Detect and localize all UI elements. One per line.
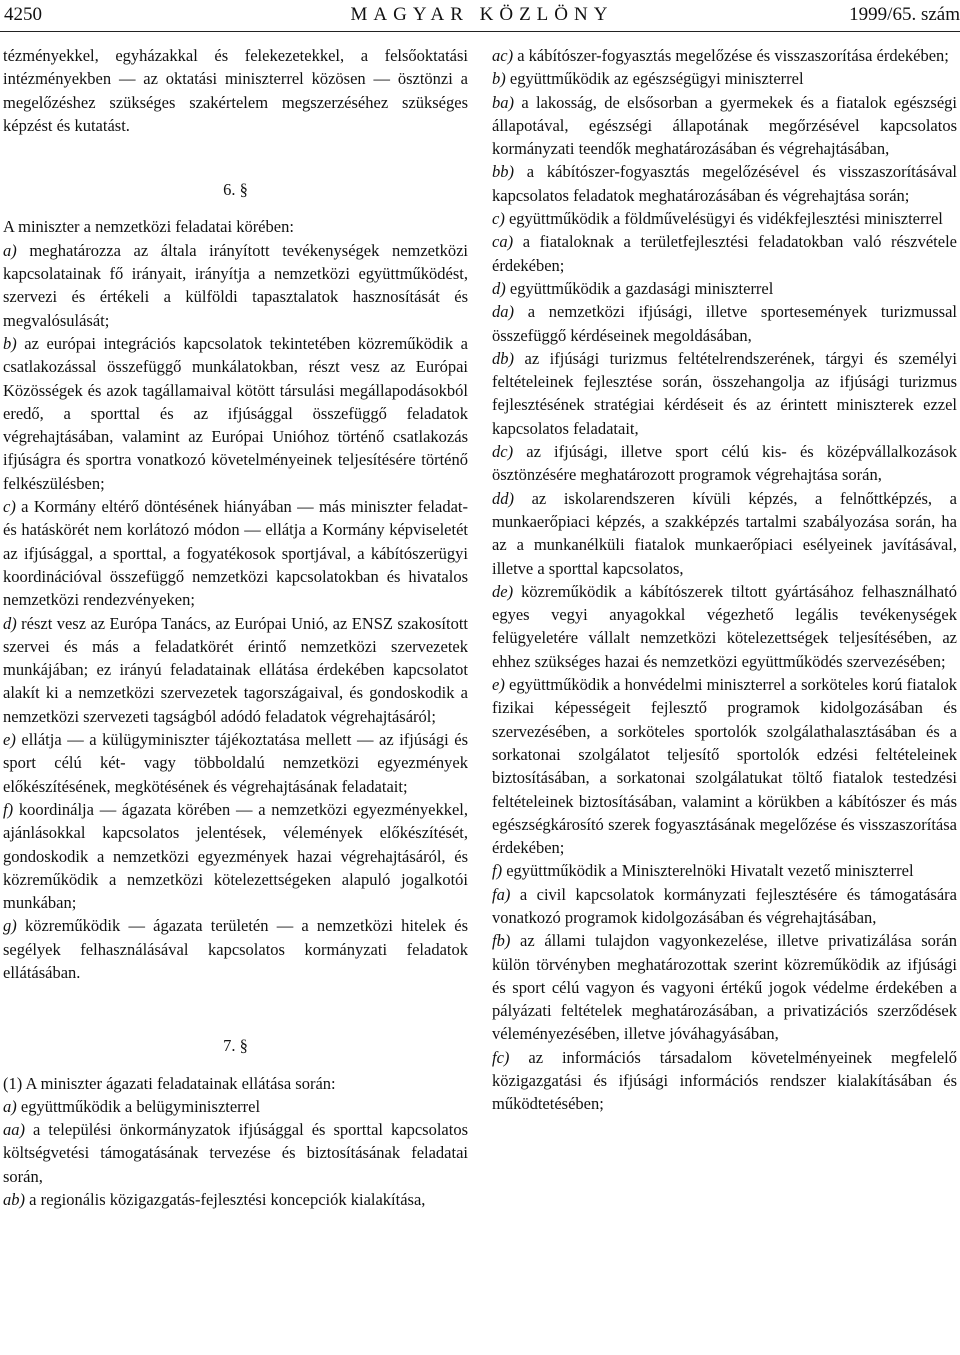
list-item <box>492 1046 957 1116</box>
journal-title: MAGYAR KÖZLÖNY <box>350 4 614 25</box>
item-label: d) <box>492 278 506 298</box>
item-text: együttműködik a honvédelmi miniszterrel a sorköteles korú fiatalok fizikai képességeit fejlesztő programok kidolgozásában és szervezésében, a sorköteles sportolók szolgálathalasztásában és a sorkatonai szolgálatot teljesítő sportolók edzési feltételeinek biztosításában, a sorkatonai szolgálatukat töltő fiatalok testedzési feltételeinek biztosításában, valamint a körükben a kábítószer és más egészségkárosító szerek fogyasztásának megelőzése és visszaszorítása érdekében; <box>492 675 957 858</box>
list-item <box>492 487 957 580</box>
list-item <box>492 44 957 67</box>
item-label: de) <box>492 581 514 601</box>
item-label: a) <box>3 240 17 260</box>
list-item <box>3 1095 468 1118</box>
list-item <box>492 207 957 230</box>
item-label: aa) <box>3 1120 25 1140</box>
item-text: együttműködik a Miniszterelnöki Hivatalt vezető miniszterrel <box>502 861 914 881</box>
item-text: az iskolarendszeren kívüli képzés, a felnőttképzés, a munkaerőpiaci képzés, a szakképzés tartalmi szabályozása során, ha az a munkanélküli fiatalok munkaerőpiaci esélyeinek javításával, illetve a sporttal kapcsolatos, <box>492 488 957 578</box>
list-item <box>492 300 957 347</box>
item-text: a települési önkormányzatok ifjúsággal és sporttal kapcsolatos költségvetési támogatásának tervezése és biztosításának feladatai során, <box>3 1120 468 1186</box>
issue-number: 1999/65. szám <box>849 4 960 25</box>
list-item <box>3 914 468 984</box>
header-rule <box>0 31 960 32</box>
list-item <box>492 673 957 859</box>
item-text: meghatározza az általa irányított tevékenységek nemzetközi kapcsolatainak fő irányait, irányítja a nemzetközi együttműködést, szervezi és értékeli a külföldi tapasztalatok hasznosítását és megvalósulását; <box>3 240 468 330</box>
item-label: g) <box>3 916 17 936</box>
list-item <box>492 91 957 161</box>
right-column <box>492 44 957 1116</box>
item-text: a kábítószer-fogyasztás megelőzésével és visszaszorításával kapcsolatos feladatok meghatározásában és végrehajtása során; <box>492 162 957 205</box>
page-number: 4250 <box>4 4 42 25</box>
list-item <box>492 929 957 1045</box>
item-label: a) <box>3 1096 17 1116</box>
item-text: a Kormány eltérő döntésének hiányában — más miniszter feladat- és hatáskörét nem korlátozó módon — ellátja a Kormány képviseletét az ifjúsággal, a sporttal, a fogyatékosok sportjával, a kábítószerügyi koordinációval összefüggő nemzetközi kapcsolatokban és hivatalos nemzetközi rendezvényeken; <box>3 497 468 610</box>
item-text: részt vesz az Európa Tanács, az Európai Unió, az ENSZ szakosított szervei és más a feladatkörét érintő nemzetközi szervezetek munkájában; ez irányú feladatainak ellátása érdekében kapcsolatot alakít ki a nemzetközi szervezetek tagországaival, és gondoskodik a nemzetközi szervezeti tagságból adódó feladatok végrehajtásáról; <box>3 613 468 726</box>
item-text: a fiataloknak a területfejlesztési feladatokban való részvétele érdekében; <box>492 232 957 275</box>
section-7-lead: (1) A miniszter ágazati feladatainak ellátása során: <box>3 1073 336 1093</box>
item-label: e) <box>3 730 16 750</box>
item-text: az európai integrációs kapcsolatok tekintetében közreműködik a csatlakozással összefüggő munkálatokban, részt vesz az Európai Közösségek és azok tagállamaival kötött társulási megállapodásokból eredő, a sporttal és az ifjúsággal összefüggő feladatok végrehajtásában, valamint az Európai Unióhoz történő csatlakozás ifjúságra és sportra vonatkozó követelményeinek teljesítésére történő felkészülésben; <box>3 333 468 493</box>
section-7-heading: 7. § <box>223 1036 248 1056</box>
list-item <box>3 332 468 495</box>
item-label: d) <box>3 613 17 633</box>
item-label: ca) <box>492 232 514 252</box>
list-item <box>3 612 468 728</box>
list-item <box>3 1118 468 1188</box>
item-text: az állami tulajdon vagyonkezelése, illetve privatizálása során külön törvényben meghatározottak szerint közreműködik az ifjúsági és sport célú vagyon és vagyoni értékű jogok védelme érdekében a pályázati feltételek meghatározásában, a privatizációs szerződések véleményezésében, illetve jóváhagyásában, <box>492 931 957 1044</box>
item-text: közreműködik — ágazata területén — a nemzetközi hitelek és segélyek felhasználásával kapcsolatos kormányzati feladatok ellátásában. <box>3 916 468 982</box>
list-item <box>3 1188 468 1211</box>
item-text: az ifjúsági turizmus feltételrendszerének, tárgyi és személyi feltételeinek fejlesztése során, összehangolja az ifjúsági turizmus fejlesztésének stratégiai kérdéseit és az érintett miniszterek ezzel kapcsolatos feladatait, <box>492 348 957 438</box>
item-label: db) <box>492 348 514 368</box>
item-text: ellátja — a külügyminiszter tájékoztatása mellett — az ifjúsági és sport célú két- vagy többoldalú nemzetközi egyezmények előkészítésének, megkötésének és végrehajtásának feladatait; <box>3 730 468 796</box>
list-item <box>3 239 468 332</box>
item-label: e) <box>492 675 505 695</box>
spacer <box>3 984 468 1008</box>
item-label: c) <box>3 497 16 517</box>
item-label: da) <box>492 302 514 322</box>
item-label: c) <box>492 209 505 229</box>
list-item <box>492 277 957 300</box>
list-item <box>492 347 957 440</box>
item-text: együttműködik a földművelésügyi és vidékfejlesztési miniszterrel <box>504 209 943 229</box>
item-label: ab) <box>3 1190 25 1210</box>
list-item <box>492 440 957 487</box>
list-item <box>3 495 468 611</box>
item-text: a lakosság, de elsősorban a gyermekek és a fiatalok egészségi állapotával, egészségi állapotának megőrzésével kapcsolatos kormányzati teendők meghatározásában és végrehajtásában, <box>492 92 957 159</box>
list-item <box>492 859 957 882</box>
item-label: ac) <box>492 46 514 65</box>
item-text: együttműködik az egészségügyi miniszterrel <box>505 69 804 89</box>
item-label: f) <box>3 799 14 819</box>
intro-paragraph: tézményekkel, egyházakkal és felekezetekkel, a felsőoktatási intézményekben — az oktatási miniszterrel közösen — ösztönzi a megelőzéshez szükséges szakértelem megszerzéséhez szükséges képzést és kutatást. <box>3 46 468 135</box>
spacer <box>3 137 468 160</box>
list-item <box>492 580 957 673</box>
page-header <box>4 4 960 32</box>
item-text: a nemzetközi ifjúsági, illetve sportesemények turizmussal összefüggő kérdéseinek megoldásában, <box>492 302 957 345</box>
list-item <box>492 160 957 207</box>
list-item <box>3 728 468 798</box>
section-6-lead: A miniszter a nemzetközi feladatai körében: <box>3 217 294 237</box>
item-label: ba) <box>492 92 514 112</box>
item-text: együttműködik a belügyminiszterrel <box>16 1096 261 1116</box>
item-label: fa) <box>492 884 511 904</box>
item-label: fc) <box>492 1047 510 1067</box>
item-text: a regionális közigazgatás-fejlesztési koncepciók kialakítása, <box>25 1190 426 1210</box>
list-item <box>492 67 957 90</box>
item-label: b) <box>492 69 506 89</box>
left-column <box>3 44 468 1211</box>
item-text: az ifjúsági, illetve sport célú kis- és középvállalkozások ösztönzésére meghatározott programok végrehajtása során, <box>492 442 957 485</box>
list-item <box>3 798 468 914</box>
section-6-heading: 6. § <box>223 180 248 200</box>
item-text: a civil kapcsolatok kormányzati fejlesztésére és támogatására vonatkozó programok kidolgozásában és végrehajtásában, <box>492 884 957 927</box>
item-label: b) <box>3 333 17 353</box>
item-text: együttműködik a gazdasági miniszterrel <box>505 278 774 298</box>
item-text: koordinálja — ágazata körében — a nemzetközi egyezményekkel, ajánlásokkal kapcsolatos jelentések, vélemények előkészítését, gondoskodik a nemzetközi egyezmények hazai végrehajtásáról, és közreműködik a nemzetközi kötelezettségeken alapuló jogalkotói munkában; <box>3 799 468 913</box>
item-label: dd) <box>492 488 514 508</box>
item-text: a kábítószer-fogyasztás megelőzése és visszaszorítása érdekében; <box>513 46 949 65</box>
item-label: bb) <box>492 162 514 182</box>
list-item <box>492 883 957 930</box>
item-text: az információs társadalom követelményeinek megfelelő közigazgatási és ifjúsági információs rendszer kialakításában és működtetésében; <box>492 1047 957 1114</box>
item-label: fb) <box>492 931 511 951</box>
item-text: közreműködik a kábítószerek tiltott gyártásához felhasználható egyes vegyi anyagokkal végezhető legális tevékenységek felügyeletére vállalt nemzetközi kötelezettségek teljesítésében, az ehhez szükséges hazai és nemzetközi együttműködés szervezésében; <box>492 581 957 671</box>
item-label: dc) <box>492 442 514 462</box>
item-label: f) <box>492 861 503 881</box>
list-item <box>492 230 957 277</box>
